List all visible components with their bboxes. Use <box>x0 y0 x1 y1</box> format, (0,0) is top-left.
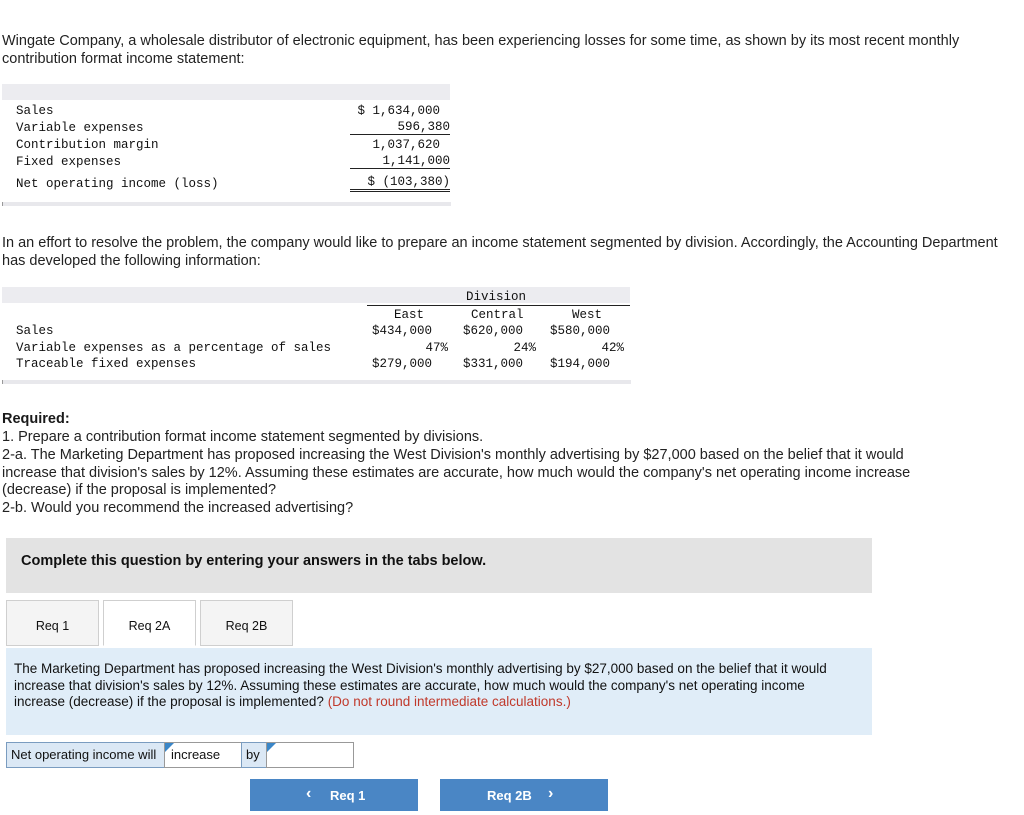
instructions-banner-text: Complete this question by entering your answers in the tabs below. <box>21 553 487 569</box>
stmt-label-variable: Variable expenses <box>16 121 144 135</box>
stmt-value-contribution: 1,037,620 <box>372 138 440 152</box>
required-item-1: 1. Prepare a contribution format income statement segmented by divisions. <box>2 429 484 445</box>
prev-button-label: Req 1 <box>330 788 366 803</box>
tab-req-2b[interactable] <box>200 600 293 646</box>
stmt-label-fixed: Fixed expenses <box>16 155 122 169</box>
division-table <box>2 287 630 387</box>
answer-label: Net operating income will <box>6 742 165 768</box>
cell-fixed-west: $194,000 <box>550 357 611 371</box>
chevron-left-icon: ‹ <box>306 785 312 802</box>
table-footer-bar <box>2 202 451 206</box>
amount-input[interactable] <box>266 742 354 768</box>
tab-req-2a-label: Req 2A <box>128 619 171 633</box>
rounding-hint: (Do not round intermediate calculations.) <box>327 694 571 709</box>
field-marker-icon <box>267 743 276 752</box>
stmt-value-fixed: 1,141,000 <box>350 154 450 169</box>
table-header-bar <box>2 287 630 303</box>
chevron-right-icon: › <box>548 785 554 802</box>
row-label-variable-pct: Variable expenses as a percentage of sales <box>16 341 332 355</box>
tab-req-2a[interactable] <box>103 600 196 646</box>
income-statement-table <box>2 84 450 208</box>
required-item-2a: 2-a. The Marketing Department has proposed increasing the West Division's monthly advertising by $27,000 based on the belief that it would increase that division's sales by 12%. Assuming these estimates are accurate, how much would the company's net operating income increase (decrease) if the proposal is implemented? <box>2 447 911 498</box>
cell-varpct-west: 42% <box>601 341 624 355</box>
intro-paragraph: Wingate Company, a wholesale distributor of electronic equipment, has been experiencing losses for some time, as shown by its most recent monthly contribution format income statement: <box>2 33 960 67</box>
col-header-west: West <box>572 308 603 322</box>
by-label <box>241 742 269 768</box>
next-button[interactable] <box>440 779 608 811</box>
stmt-value-noi: $ (103,380) <box>350 175 450 192</box>
division-group-header: Division <box>466 290 527 304</box>
required-heading: Required: <box>2 411 70 427</box>
cell-fixed-central: $331,000 <box>463 357 524 371</box>
tab-req-1-label: Req 1 <box>35 619 70 633</box>
stmt-label-sales: Sales <box>16 104 54 118</box>
stmt-label-contribution: Contribution margin <box>16 138 159 152</box>
division-header-rule <box>367 305 630 306</box>
next-button-label: Req 2B <box>487 788 532 803</box>
direction-select-value: increase <box>171 747 221 762</box>
by-label-text: by <box>246 747 260 762</box>
cell-sales-east: $434,000 <box>372 324 433 338</box>
question-text: The Marketing Department has proposed increasing the West Division's monthly advertising by $27,000 based on the belief that it would increase that division's sales by 12%. Assuming these estimates are accurate, how much would the company's net operating income increase (decrease) if the proposal is implemented? <box>14 661 827 709</box>
question-panel <box>6 648 872 735</box>
direction-select[interactable] <box>164 742 242 768</box>
stmt-value-variable: 596,380 <box>350 120 450 135</box>
row-label-sales: Sales <box>16 324 54 338</box>
stmt-label-noi: Net operating income (loss) <box>16 177 219 191</box>
cell-sales-west: $580,000 <box>550 324 611 338</box>
tab-req-2b-label: Req 2B <box>225 619 268 633</box>
col-header-central: Central <box>471 308 524 322</box>
tab-req-1[interactable] <box>6 600 99 646</box>
required-item-2b: 2-b. Would you recommend the increased advertising? <box>2 500 354 516</box>
stmt-value-sales: $ 1,634,000 <box>357 104 440 118</box>
cell-varpct-east: 47% <box>425 341 448 355</box>
instructions-banner <box>6 538 872 593</box>
cell-varpct-central: 24% <box>513 341 536 355</box>
segment-intro-paragraph: In an effort to resolve the problem, the company would like to prepare an income statement segmented by division. Accordingly, the Accounting Department has developed the following information: <box>2 235 998 269</box>
cell-sales-central: $620,000 <box>463 324 524 338</box>
table-header-bar <box>2 84 450 100</box>
question-text-block <box>14 661 854 711</box>
col-header-east: East <box>394 308 425 322</box>
prev-button[interactable] <box>250 779 418 811</box>
cell-fixed-east: $279,000 <box>372 357 433 371</box>
table-footer-bar <box>2 380 631 384</box>
row-label-traceable-fixed: Traceable fixed expenses <box>16 357 197 371</box>
